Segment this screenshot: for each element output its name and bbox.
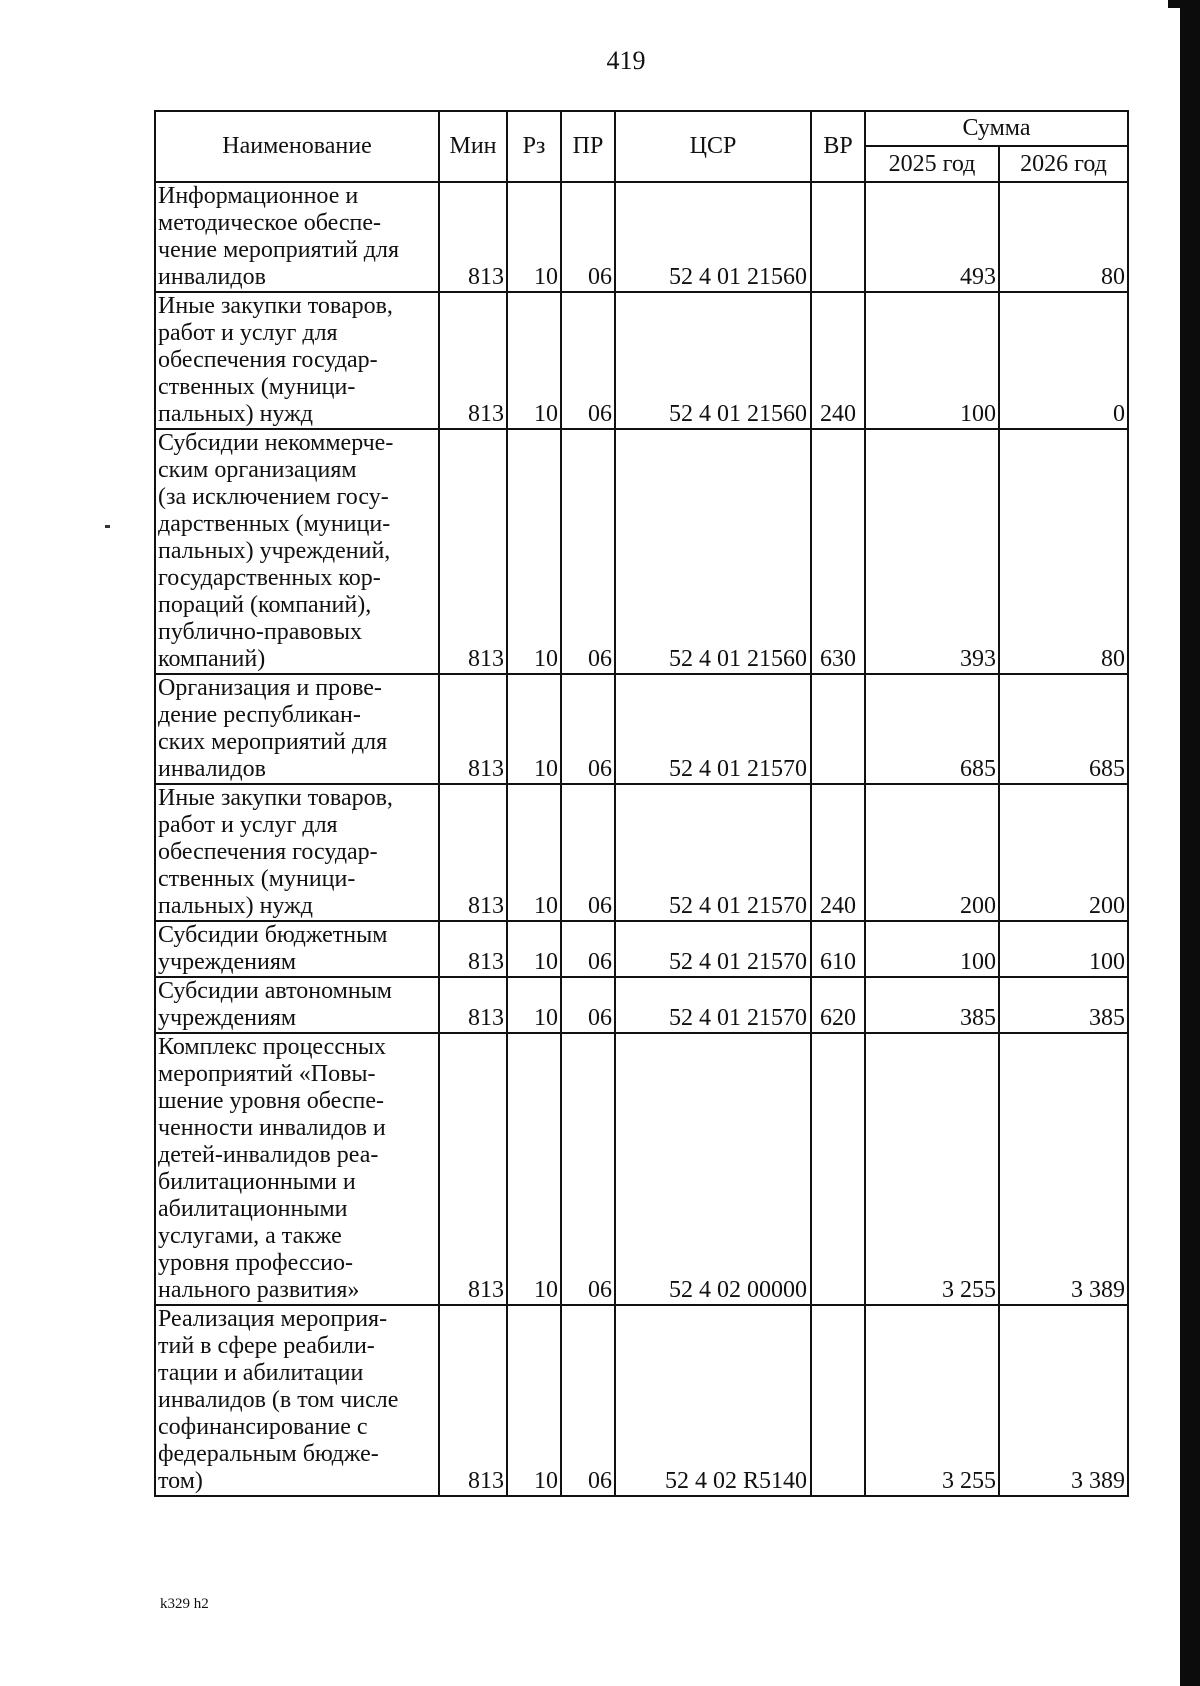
page-number: 419: [606, 46, 646, 75]
row-name-cell: [155, 784, 439, 921]
row-sum-2026: 80: [999, 429, 1128, 674]
row-name-line: ским организациям: [158, 457, 357, 483]
row-name-line: инвалидов (в том числе: [158, 1387, 399, 1413]
row-name-line: абилитационными: [158, 1196, 348, 1222]
row-pr: 06: [561, 1305, 615, 1496]
row-vr: 610: [811, 921, 865, 977]
row-sum-2025: 200: [865, 784, 999, 921]
row-sum-2025: 100: [865, 921, 999, 977]
row-name-line: компаний): [158, 646, 266, 672]
row-name-line: обеспечения государ-: [158, 347, 378, 373]
row-vr: 630: [811, 429, 865, 674]
row-name-line: государственных кор-: [158, 565, 381, 591]
table-row: [155, 977, 1128, 1033]
row-name-line: том): [158, 1468, 203, 1494]
row-min: 813: [439, 292, 507, 429]
row-name-line: Субсидии автономным: [158, 978, 392, 1004]
row-name-line: уровня профессио-: [158, 1250, 353, 1276]
row-csr: 52 4 01 21570: [615, 921, 811, 977]
table-row: [155, 674, 1128, 784]
row-name-line: пораций (компаний),: [158, 592, 372, 618]
row-rz: 10: [507, 921, 561, 977]
row-name-line: дение республикан-: [158, 702, 361, 728]
row-sum-2025: 685: [865, 674, 999, 784]
row-name-line: инвалидов: [158, 756, 266, 782]
header-pr: ПР: [561, 111, 615, 182]
row-name-line: Иные закупки товаров,: [158, 293, 393, 319]
row-csr: 52 4 01 21560: [615, 182, 811, 292]
scan-edge: [1180, 0, 1200, 1686]
row-name-line: работ и услуг для: [158, 812, 338, 838]
row-name-cell: [155, 1305, 439, 1496]
row-name-line: нального развития»: [158, 1277, 360, 1303]
row-name-line: пальных) нужд: [158, 893, 313, 919]
row-vr: 240: [811, 784, 865, 921]
row-rz: 10: [507, 1305, 561, 1496]
row-pr: 06: [561, 977, 615, 1033]
row-name-cell: [155, 429, 439, 674]
row-min: 813: [439, 429, 507, 674]
row-name-line: ственных (муници-: [158, 866, 356, 892]
row-pr: 06: [561, 182, 615, 292]
row-vr: [811, 182, 865, 292]
row-rz: 10: [507, 674, 561, 784]
row-sum-2025: 3 255: [865, 1305, 999, 1496]
row-sum-2025: 3 255: [865, 1033, 999, 1305]
row-sum-2026: 100: [999, 921, 1128, 977]
row-csr: 52 4 01 21570: [615, 784, 811, 921]
row-name-line: билитационными и: [158, 1169, 356, 1195]
row-sum-2026: 0: [999, 292, 1128, 429]
row-min: 813: [439, 921, 507, 977]
row-name-line: Комплекс процессных: [158, 1034, 386, 1060]
row-name-line: учреждениям: [158, 1005, 297, 1031]
row-name-line: федеральным бюдже-: [158, 1441, 379, 1467]
header-name: Наименование: [155, 111, 439, 182]
row-name-line: чение мероприятий для: [158, 237, 400, 263]
row-sum-2025: 100: [865, 292, 999, 429]
row-name-line: публично-правовых: [158, 619, 362, 645]
scan-speck: [105, 525, 110, 528]
row-name-line: Информационное и: [158, 183, 359, 209]
row-name-line: шение уровня обеспе-: [158, 1088, 384, 1114]
row-name-line: методическое обеспе-: [158, 210, 382, 236]
row-name-line: тий в сфере реабили-: [158, 1333, 375, 1359]
row-rz: 10: [507, 292, 561, 429]
table-row: [155, 784, 1128, 921]
row-name-line: учреждениям: [158, 949, 297, 975]
row-rz: 10: [507, 784, 561, 921]
row-name-cell: [155, 182, 439, 292]
row-name-line: Иные закупки товаров,: [158, 785, 393, 811]
row-min: 813: [439, 1033, 507, 1305]
scan-edge-top: [1168, 0, 1180, 8]
header-rz: Рз: [507, 111, 561, 182]
row-name-cell: [155, 1033, 439, 1305]
row-rz: 10: [507, 182, 561, 292]
table-row: [155, 921, 1128, 977]
header-year-2025: 2025 год: [865, 146, 999, 182]
row-name-line: обеспечения государ-: [158, 839, 378, 865]
row-name-line: дарственных (муници-: [158, 511, 391, 537]
table-row: [155, 1033, 1128, 1305]
row-name-line: тации и абилитации: [158, 1360, 364, 1386]
row-name-cell: [155, 292, 439, 429]
row-name-line: услугами, а также: [158, 1223, 342, 1249]
row-pr: 06: [561, 1033, 615, 1305]
row-pr: 06: [561, 292, 615, 429]
table-row: [155, 429, 1128, 674]
row-csr: 52 4 01 21560: [615, 429, 811, 674]
row-name-line: мероприятий «Повы-: [158, 1061, 376, 1087]
row-name-line: работ и услуг для: [158, 320, 338, 346]
row-sum-2025: 393: [865, 429, 999, 674]
row-name-line: Субсидии бюджетным: [158, 922, 388, 948]
row-rz: 10: [507, 977, 561, 1033]
footer-code: k329 h2: [160, 1596, 209, 1612]
row-name-line: инвалидов: [158, 264, 266, 290]
row-name-cell: [155, 674, 439, 784]
row-pr: 06: [561, 921, 615, 977]
row-min: 813: [439, 674, 507, 784]
budget-table: [154, 110, 1129, 1497]
row-name-line: Организация и прове-: [158, 675, 382, 701]
row-sum-2026: 80: [999, 182, 1128, 292]
row-csr: 52 4 02 R5140: [615, 1305, 811, 1496]
row-name-cell: [155, 977, 439, 1033]
row-name-line: детей-инвалидов реа-: [158, 1142, 379, 1168]
row-name-line: пальных) учреждений,: [158, 538, 391, 564]
row-name-line: Реализация мероприя-: [158, 1306, 388, 1332]
table-row: [155, 182, 1128, 292]
row-name-cell: [155, 921, 439, 977]
row-min: 813: [439, 784, 507, 921]
row-name-line: Субсидии некоммерче-: [158, 430, 394, 456]
row-pr: 06: [561, 784, 615, 921]
row-sum-2026: 3 389: [999, 1305, 1128, 1496]
row-vr: [811, 1305, 865, 1496]
header-vr: ВР: [811, 111, 865, 182]
header-sum: Сумма: [865, 111, 1128, 146]
row-csr: 52 4 01 21560: [615, 292, 811, 429]
row-min: 813: [439, 1305, 507, 1496]
row-vr: 240: [811, 292, 865, 429]
row-vr: [811, 1033, 865, 1305]
row-sum-2026: 3 389: [999, 1033, 1128, 1305]
row-rz: 10: [507, 1033, 561, 1305]
row-min: 813: [439, 977, 507, 1033]
row-rz: 10: [507, 429, 561, 674]
row-csr: 52 4 01 21570: [615, 977, 811, 1033]
row-name-line: (за исключением госу-: [158, 484, 389, 510]
header-min: Мин: [439, 111, 507, 182]
row-min: 813: [439, 182, 507, 292]
row-vr: 620: [811, 977, 865, 1033]
row-csr: 52 4 01 21570: [615, 674, 811, 784]
row-csr: 52 4 02 00000: [615, 1033, 811, 1305]
header-year-2026: 2026 год: [999, 146, 1128, 182]
row-name-line: пальных) нужд: [158, 401, 313, 427]
table-body: [155, 182, 1128, 1496]
row-vr: [811, 674, 865, 784]
row-name-line: ченности инвалидов и: [158, 1115, 386, 1141]
row-sum-2025: 385: [865, 977, 999, 1033]
table-row: [155, 1305, 1128, 1496]
row-pr: 06: [561, 429, 615, 674]
row-name-line: ских мероприятий для: [158, 729, 388, 755]
header-csr: ЦСР: [615, 111, 811, 182]
row-name-line: софинансирование с: [158, 1414, 368, 1440]
row-name-line: ственных (муници-: [158, 374, 356, 400]
row-pr: 06: [561, 674, 615, 784]
row-sum-2026: 385: [999, 977, 1128, 1033]
row-sum-2026: 200: [999, 784, 1128, 921]
table-row: [155, 292, 1128, 429]
row-sum-2026: 685: [999, 674, 1128, 784]
row-sum-2025: 493: [865, 182, 999, 292]
